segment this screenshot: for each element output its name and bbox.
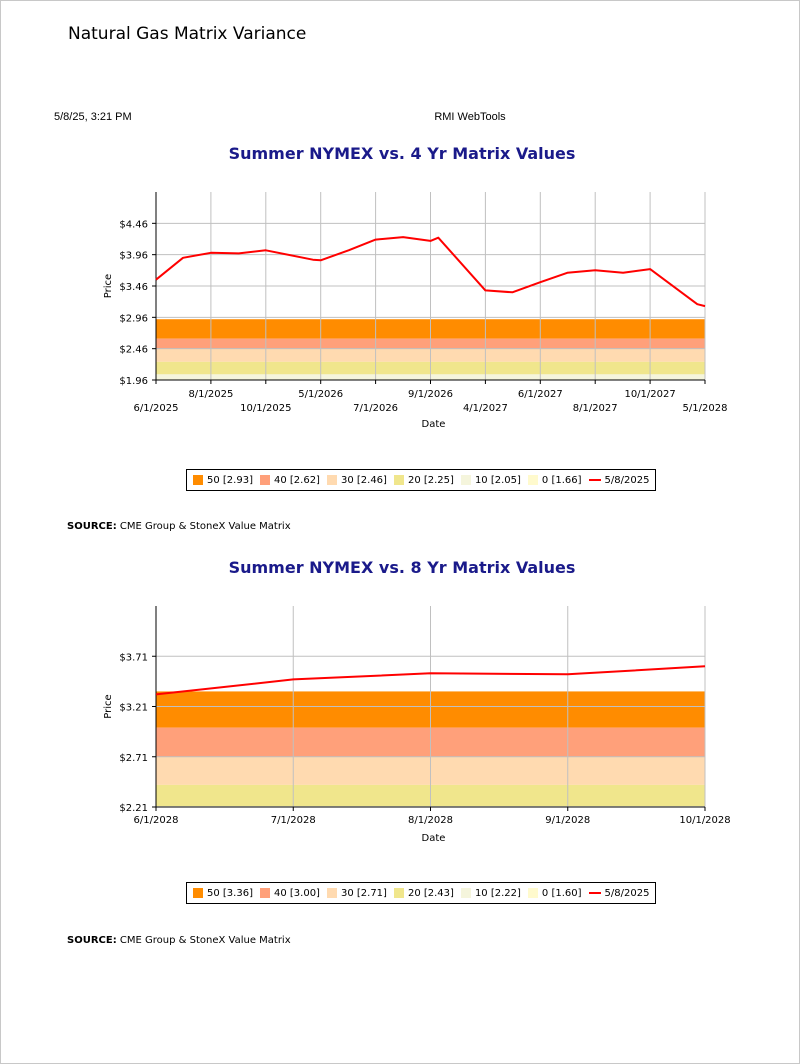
legend-item <box>193 475 253 486</box>
y-tick-label: $3.46 <box>119 282 148 293</box>
legend-label: 20 [2.43] <box>407 887 454 899</box>
x-tick-label: 10/1/2027 <box>624 389 676 400</box>
x-axis-title: Date <box>421 833 446 844</box>
x-tick-label: 9/1/2028 <box>545 815 591 826</box>
legend-item <box>589 888 650 899</box>
legend-label: 5/8/2025 <box>604 474 650 486</box>
legend-label: 50 [3.36] <box>207 887 253 899</box>
legend-label: 0 [1.66] <box>541 474 582 486</box>
x-tick-label: 5/1/2028 <box>682 403 728 414</box>
legend-swatch <box>528 475 538 485</box>
y-tick-label: $3.71 <box>119 652 148 664</box>
y-tick-label: $3.21 <box>119 702 148 714</box>
x-tick-label: 7/1/2028 <box>270 815 316 826</box>
page-title: Natural Gas Matrix Variance <box>68 24 307 44</box>
legend-swatch <box>461 888 471 898</box>
chart-1-plot <box>0 180 800 440</box>
x-tick-label: 9/1/2026 <box>408 389 453 400</box>
y-axis-title: Price <box>103 273 114 299</box>
x-tick-label: 8/1/2027 <box>572 403 618 414</box>
legend-label: 30 [2.46] <box>340 474 387 486</box>
legend-line-icon <box>589 479 601 481</box>
x-tick-label: 8/1/2028 <box>408 815 453 826</box>
x-tick-label: 7/1/2026 <box>353 403 399 414</box>
legend-item <box>461 475 521 486</box>
legend-label: 20 [2.25] <box>407 474 454 486</box>
chart-1-legend <box>186 469 656 491</box>
y-axis-title: Price <box>103 694 114 719</box>
y-tick-label: $2.21 <box>119 803 148 814</box>
source-text: CME Group & StoneX Value Matrix <box>119 935 291 946</box>
legend-swatch <box>394 475 404 485</box>
chart-2-source <box>67 935 291 946</box>
y-tick-label: $2.96 <box>119 313 148 325</box>
legend-label: 30 [2.71] <box>340 887 387 899</box>
source-text: CME Group & StoneX Value Matrix <box>119 521 291 532</box>
chart-1-title: Summer NYMEX vs. 4 Yr Matrix Values <box>228 144 576 163</box>
x-tick-label: 6/1/2025 <box>133 403 179 414</box>
legend-item <box>394 888 454 899</box>
legend-swatch <box>327 888 337 898</box>
legend-label: 0 [1.60] <box>541 887 582 899</box>
y-tick-label: $2.46 <box>119 344 148 356</box>
print-timestamp: 5/8/25, 3:21 PM <box>54 111 132 123</box>
legend-label: 10 [2.22] <box>474 887 521 899</box>
legend-swatch <box>528 888 538 898</box>
x-tick-label: 6/1/2027 <box>517 389 563 400</box>
chart-1-source <box>67 521 291 532</box>
legend-item <box>589 475 650 486</box>
legend-swatch <box>260 475 270 485</box>
legend-item <box>394 475 454 486</box>
legend-item <box>260 888 320 899</box>
print-app-name: RMI WebTools <box>434 111 506 123</box>
y-tick-label: $2.71 <box>119 752 148 764</box>
legend-swatch <box>193 475 203 485</box>
x-axis-title: Date <box>421 419 446 430</box>
x-tick-label: 10/1/2028 <box>679 815 731 826</box>
chart-2-plot <box>0 594 800 854</box>
legend-swatch <box>327 475 337 485</box>
source-label: SOURCE: <box>67 935 117 946</box>
legend-label: 5/8/2025 <box>604 887 650 899</box>
legend-item <box>327 888 387 899</box>
legend-label: 10 [2.05] <box>474 474 521 486</box>
y-tick-label: $4.46 <box>119 219 148 231</box>
legend-swatch <box>193 888 203 898</box>
legend-item <box>461 888 521 899</box>
legend-item <box>528 475 582 486</box>
x-tick-label: 10/1/2025 <box>240 403 292 414</box>
legend-label: 50 [2.93] <box>207 474 253 486</box>
legend-line-icon <box>589 892 601 894</box>
legend-swatch <box>260 888 270 898</box>
x-tick-label: 6/1/2028 <box>133 815 179 826</box>
legend-item <box>528 888 582 899</box>
legend-item <box>260 475 320 486</box>
y-tick-label: $3.96 <box>119 250 148 262</box>
legend-swatch <box>394 888 404 898</box>
legend-item <box>327 475 387 486</box>
legend-label: 40 [3.00] <box>273 887 320 899</box>
x-tick-label: 5/1/2026 <box>298 389 344 400</box>
legend-item <box>193 888 253 899</box>
chart-2-legend <box>186 882 656 904</box>
legend-label: 40 [2.62] <box>273 474 320 486</box>
y-tick-label: $1.96 <box>119 376 148 387</box>
x-tick-label: 4/1/2027 <box>462 403 508 414</box>
x-tick-label: 8/1/2025 <box>188 389 234 400</box>
legend-swatch <box>461 475 471 485</box>
chart-2-title: Summer NYMEX vs. 8 Yr Matrix Values <box>228 558 576 577</box>
source-label: SOURCE: <box>67 521 117 532</box>
